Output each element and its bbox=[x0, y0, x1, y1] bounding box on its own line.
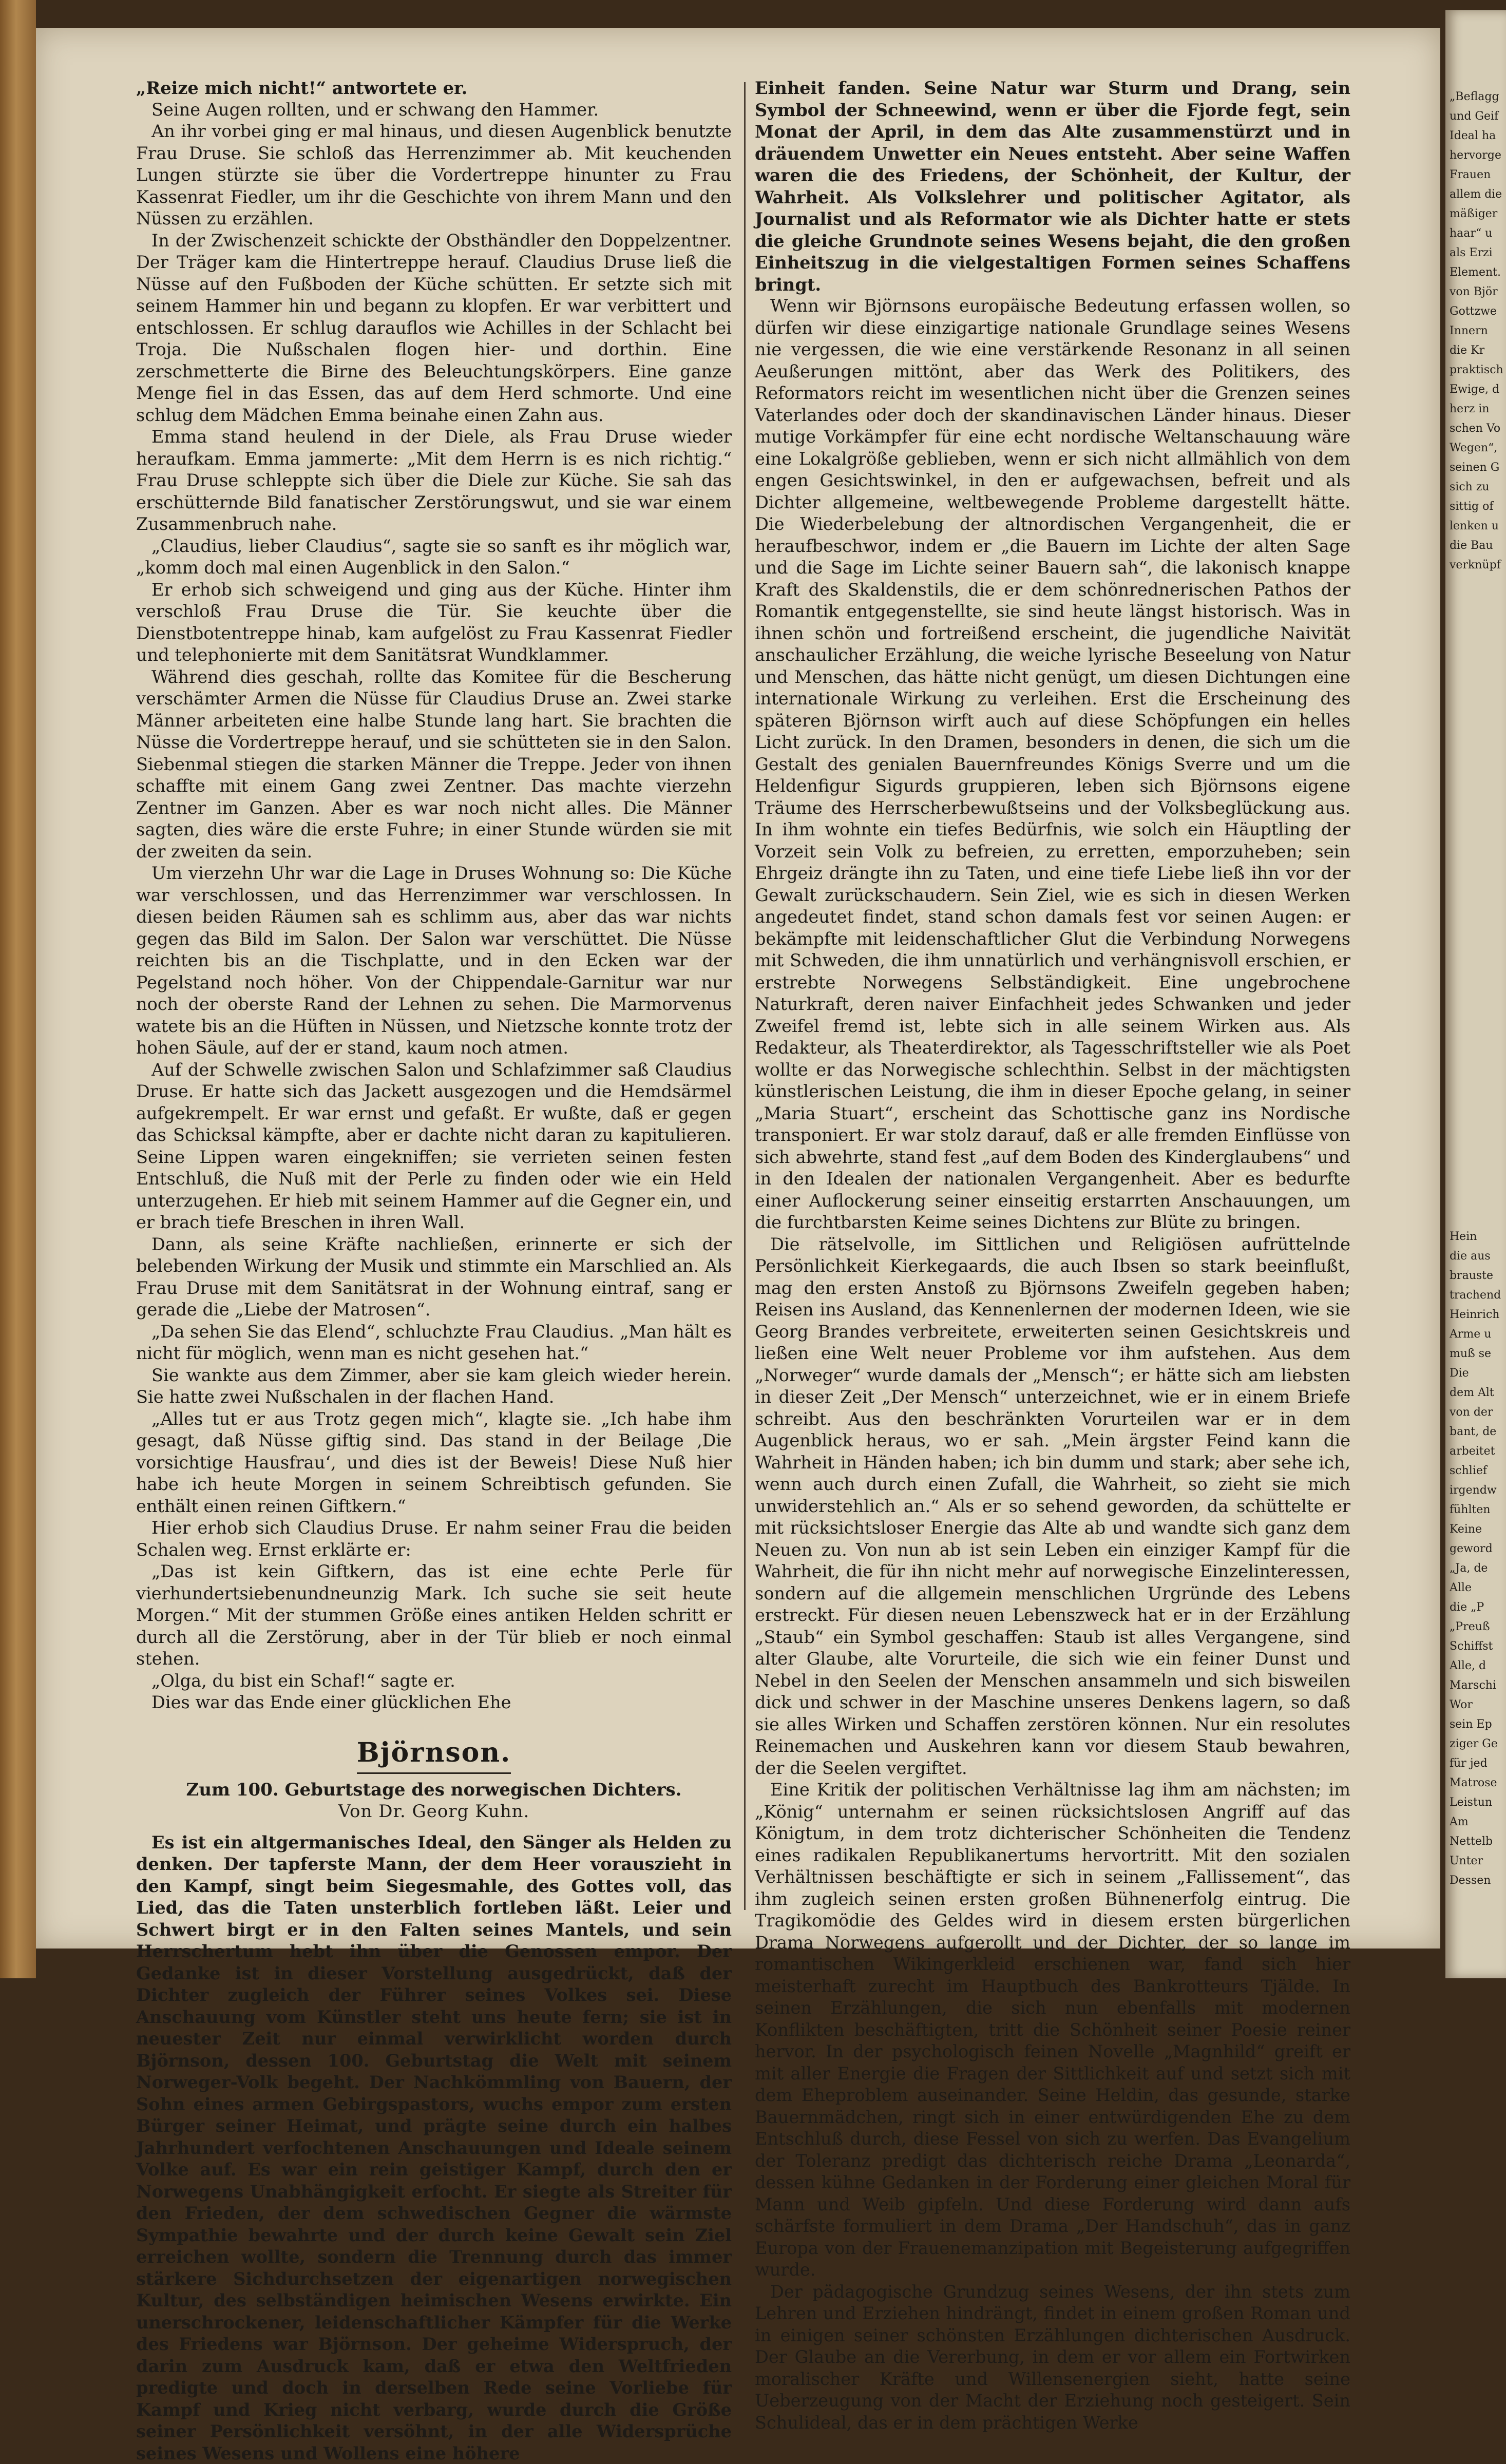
story-paragraph: Hier erhob sich Claudius Druse. Er nahm seiner Frau die beiden Schalen weg. Ernst erklärte er: bbox=[136, 1517, 732, 1561]
article-title: Björnson. bbox=[136, 1737, 732, 1768]
article-paragraph: Wenn wir Björnsons europäische Bedeutung erfassen wollen, so dürfen wir diese einzigartige nationale Grundlage seines Wesens nie vergessen, die wie eine verstärkende Resonanz in all seinen Aeußerungen mittönt, aber das Werk des Politikers, des Reformators reicht im wesentlichen nicht über die Grenzen seines Vaterlandes oder doch der skandinavischen Länder hinaus. Dieser mutige Vorkämpfer für eine echt nordische Weltanschauung wäre eine Lokalgröße geblieben, wenn er sich nicht allmählich von dem engen Gesichtswinkel, in den er aufgewachsen, befreit und als Dichter allgemeine, weltbewegende Probleme dargestellt hätte. Die Wiederbelebung der altnordischen Vergangenheit, die er heraufbeschwor, indem er „die Bauern im Lichte der alten Sage und die Sage im Lichte seiner Bauern sah“, die lakonisch knappe Kraft des Skaldenstils, die er dem schönrednerischen Pathos der Romantik entgegenstellte, sie sind heute längst historisch. Was in ihnen schön und fortreißend erscheint, die jugendliche Naivität anschaulicher Erzählung, die weiche lyrische Beseelung von Natur und Menschen, das hätte nicht genügt, um diesen Dichtungen eine internationale Wirkung zu verleihen. Erst die Erscheinung des späteren Björnson wirft auch auf diese Schöpfungen ein helles Licht zurück. In den Dramen, besonders in denen, die sich um die Gestalt des genialen Bauernfreundes Königs Sverre und um die Heldenfigur Sigurds gruppieren, leben sich Björnsons eigene Träume des Herrscherbewußtseins und der Volksbeglückung aus. In ihm wohnte ein tiefes Bedürfnis, wie solch ein Häuptling der Vorzeit sein Volk zu befreien, zu erretten, emporzuheben; sein Ehrgeiz drängte ihn zu Taten, und eine tiefe Liebe ließ ihn vor der Gewalt zurückschaudern. Sein Ziel, wie es sich in diesen Werken angedeutet findet, stand schon damals fest vor seinen Augen: er bekämpfte mit leidenschaftlicher Glut die Verbindung Norwegens mit Schweden, die ihm unnatürlich und verhängnisvoll erschien, er erstrebte Norwegens Selbständigkeit. Eine ungebrochene Naturkraft, deren naiver Einfachheit jedes Schwanken und jeder Zweifel fremd ist, lebte sich in alle seinem Wirken aus. Als Redakteur, als Theaterdirektor, als Tagesschriftsteller wie als Poet wollte er das Norwegische schlechthin. Selbst in der mächtigsten künstlerischen Leistung, die ihm in dieser Epoche gelang, in seiner „Maria Stuart“, erscheint das Schottische ganz ins Nordische transponiert. Er war stolz darauf, daß er alle fremden Einflüsse von sich abwehrte, stand fest „auf dem Boden des Kinderglaubens“ und in den Idealen der nationalen Vergangenheit. Aber es bedurfte einer Auflockerung seiner einseitig erstarrten Anschauungen, um die furchtbarsten Keime seines Dichtens zur Blüte zu bringen. bbox=[755, 295, 1350, 1234]
next-page-fragment: Leistun bbox=[1450, 1793, 1505, 1812]
story-paragraph: Emma stand heulend in der Diele, als Frau Druse wieder heraufkam. Emma jammerte: „Mit dem Herrn is es nich richtig.“ Frau Druse schleppte sich über die Diele zur Küche. Sie sah das erschütternde Bild fanatischer Zerstörungswut, und sie war einem Zusammenbruch nahe. bbox=[136, 426, 732, 536]
next-page-fragment: allem die bbox=[1450, 185, 1505, 204]
article-paragraph: Es ist ein altgermanisches Ideal, den Sänger als Helden zu denken. Der tapferste Mann, der dem Heer vorauszieht in den Kampf, singt beim Siegesmahle, des Gottes voll, das Lied, das die Taten unsterblich fortleben läßt. Leier und Schwert birgt er in den Falten seines Mantels, und sein Herrschertum hebt ihn über die Genossen empor. Der Gedanke ist in dieser Vorstellung ausgedrückt, daß der Dichter zugleich der Führer seines Volkes sei. Diese Anschauung vom Künstler steht uns heute fern; sie ist in neuester Zeit nur einmal verwirklicht worden durch Björnson, dessen 100. Geburtstag die Welt mit seinem Norweger-Volk begeht. Der Nachkömmling von Bauern, der Sohn eines armen Gebirgspastors, wuchs empor zum ersten Bürger seiner Heimat, und prägte seine durch ein halbes Jahrhundert verfochtenen Anschauungen und Ideale seinem Volke auf. Es war ein rein geistiger Kampf, durch den er Norwegens Unabhängigkeit erfocht. Er siegte als Streiter für den Frieden, der dem schwedischen Gegner die wärmste Sympathie bewahrte und der durch keine Gewalt sein Ziel erreichen wollte, sondern die Trennung durch das immer stärkere Sichdurchsetzen der eigenartigen norwegischen Kultur, des selbständigen heimischen Wesens erwirkte. Ein unerschrockener, leidenschaftlicher Kämpfer für die Werke des Friedens war Björnson. Der geheime Widerspruch, der darin zum Ausdruck kam, daß er etwa den Weltfrieden predigte und doch in derselben Rede seine Vorliebe für Kampf und Krieg nicht verbarg, wurde durch die Größe seiner Persönlichkeit versöhnt, in der alle Widersprüche seines Wesens und Wollens eine höhere bbox=[136, 1831, 732, 2464]
next-page-fragment: Schiffst bbox=[1450, 1637, 1505, 1656]
story-end bbox=[136, 77, 732, 1714]
next-page-fragment: geword bbox=[1450, 1539, 1505, 1559]
next-page-fragment: als Erzi bbox=[1450, 243, 1505, 263]
next-page-fragment: trachend bbox=[1450, 1286, 1505, 1305]
next-page-fragment: Unter bbox=[1450, 1851, 1505, 1871]
story-paragraph: „Da sehen Sie das Elend“, schluchzte Frau Claudius. „Man hält es nicht für möglich, wenn man es nicht gesehen hat.“ bbox=[136, 1321, 732, 1365]
next-page-fragment: „Ja, de bbox=[1450, 1559, 1505, 1578]
next-page-fragment: fühlten bbox=[1450, 1500, 1505, 1520]
next-page-fragment: verknüpf bbox=[1450, 556, 1505, 575]
next-page-fragment: „Preuß bbox=[1450, 1617, 1505, 1637]
next-page-fragment: Frauen bbox=[1450, 165, 1505, 185]
article-paragraph: Die rätselvolle, im Sittlichen und Religiösen aufrüttelnde Persönlichkeit Kierkegaards, die auch Ibsen so stark beeinflußt, mag den ersten Anstoß zu Björnsons Zweifeln gegeben haben; Reisen ins Ausland, das Kennenlernen der modernen Ideen, wie sie Georg Brandes verbreitete, erweiterten seinen Gesichtskreis und ließen eine Welt neuer Probleme vor ihm aufstehen. Aus dem „Norweger“ wurde damals der „Mensch“; er hätte sich am liebsten in dieser Zeit „Der Mensch“ unterzeichnet, wie er in einem Briefe schreibt. Aus den beschränkten Vorurteilen war er in dem Augenblick heraus, wo er sah. „Mein ärgster Feind kann die Wahrheit in Händen haben; ich bin dumm und stark; aber sehe ich, wenn auch durch einen Zufall, die Wahrheit, so zieht sie mich unwiderstehlich an.“ Als er so sehend geworden, da schüttelte er mit rücksichtsloser Energie das Alte ab und wandte sich ganz dem Neuen zu. Von nun ab ist sein Leben ein einziger Kampf für die Wahrheit, die für ihn nicht mehr auf norwegische Einzelinteressen, sondern auf die allgemein menschlichen Urgründe des Lebens erstreckt. Für diesen neuen Lebenszweck hat er in der Erzählung „Staub“ ein Symbol geschaffen: Staub ist alles Vergangene, sind alter Glaube, alte Vorurteile, die sich wie ein feiner Dunst und Nebel in den Seelen der Menschen ansammeln und sich bisweilen dick und schwer in der Maschine unseres Denkens lagern, so daß sie alles Wirken und Schaffen zerstören können. Nur ein resolutes Reinemachen und Auskehren kann vor diesem Staub bewahren, der die Seelen vergiftet. bbox=[755, 1234, 1350, 1780]
next-page-fragment: Marschi bbox=[1450, 1676, 1505, 1695]
story-paragraph: „Alles tut er aus Trotz gegen mich“, klagte sie. „Ich habe ihm gesagt, daß Nüsse giftig sind. Das stand in der Beilage ‚Die vorsichtige Hausfrau‘, und dies ist der Beweis! Diese Nuß hier habe ich heute Morgen in seinem Schreibtisch gefunden. Sie enthält einen reinen Giftkern.“ bbox=[136, 1408, 732, 1518]
next-page-fragment: und Geif bbox=[1450, 107, 1505, 126]
next-page-fragment: muß se bbox=[1450, 1344, 1505, 1364]
next-page-fragment: brauste bbox=[1450, 1266, 1505, 1286]
story-paragraph: „Reize mich nicht!“ antwortete er. bbox=[136, 77, 732, 99]
next-page-middle-fragments bbox=[1450, 1227, 1505, 1890]
next-page-fragment: Keine bbox=[1450, 1520, 1505, 1539]
story-paragraph: Auf der Schwelle zwischen Salon und Schlafzimmer saß Claudius Druse. Er hatte sich das Jackett ausgezogen und die Hemdsärmel aufgekrempelt. Er war ernst und gefaßt. Er wußte, daß er gegen das Schicksal kämpfte, aber er dachte nicht daran zu kapitulieren. Seine Lippen waren eingekniffen; sie verrieten seinen festen Entschluß, die Nuß mit der Perle zu finden oder wie ein Held unterzugehen. Er hieb mit seinem Hammer auf die Gegner ein, und er brach tiefe Breschen in ihren Wall. bbox=[136, 1059, 732, 1234]
next-page-fragment: sich zu bbox=[1450, 477, 1505, 497]
next-page-fragment: Alle bbox=[1450, 1578, 1505, 1598]
next-page-fragment: für jed bbox=[1450, 1754, 1505, 1773]
next-page-fragment: sittig of bbox=[1450, 497, 1505, 517]
story-paragraph: Während dies geschah, rollte das Komitee für die Bescherung verschämter Armen die Nüsse für Claudius Druse an. Zwei starke Männer arbeiteten eine halbe Stunde lang hart. Sie brachten die Nüsse die Vordertreppe herauf, und sie schütteten sie in den Salon. Siebenmal stiegen die starken Männer die Treppe. Jeder von ihnen schaffte mit einem Gang zwei Zentner. Das machte vierzehn Zentner im Ganzen. Aber es war noch nicht alles. Die Männer sagten, dies wäre die erste Fuhre; in einer Stunde würden sie mit der zweiten da sein. bbox=[136, 666, 732, 863]
next-page-fragment: Heinrich bbox=[1450, 1305, 1505, 1325]
story-paragraph: „Das ist kein Giftkern, das ist eine echte Perle für vierhundertsiebenundneunzig Mark. Ich suche sie seit heute Morgen.“ Mit der stummen Größe eines antiken Helden schritt er durch all die Zerstörung, aber in der Tür blieb er noch einmal stehen. bbox=[136, 1561, 732, 1670]
next-page-fragment: Ideal ha bbox=[1450, 126, 1505, 146]
next-page-fragment: mäßiger bbox=[1450, 204, 1505, 224]
next-page-fragment: von der bbox=[1450, 1403, 1505, 1422]
next-page-fragment: Matrose bbox=[1450, 1773, 1505, 1793]
next-page-fragment: schlief bbox=[1450, 1461, 1505, 1481]
story-paragraph: An ihr vorbei ging er mal hinaus, und diesen Augenblick benutzte Frau Druse. Sie schloß das Herrenzimmer ab. Mit keuchenden Lungen stürzte sie über die Vordertreppe hinunter zu Frau Kassenrat Fiedler, um ihr die Geschichte von ihrem Mann und den Nüssen zu erzählen. bbox=[136, 121, 732, 230]
next-page-fragment: Hein bbox=[1450, 1227, 1505, 1247]
next-page-fragment: praktisch bbox=[1450, 360, 1505, 380]
article-subtitle: Zum 100. Geburtstage des norwegischen Dichters. bbox=[136, 1779, 732, 1801]
title-rule bbox=[357, 1772, 511, 1774]
next-page-fragment: Dessen bbox=[1450, 1871, 1505, 1890]
next-page-fragment: ziger Ge bbox=[1450, 1734, 1505, 1754]
story-paragraph: Um vierzehn Uhr war die Lage in Druses Wohnung so: Die Küche war verschlossen, und das Herrenzimmer war verschlossen. In diesen beiden Räumen sah es schlimm aus, aber das war nichts gegen das Bild im Salon. Der Salon war verschüttet. Die Nüsse reichten bis an die Tischplatte, und in den Ecken war der Pegelstand noch höher. Von der Chippendale-Garnitur war nur noch der oberste Rand der Lehnen zu sehen. Die Marmorvenus watete bis an die Hüften in Nüssen, und Nietzsche konnte trotz der hohen Säule, auf der er stand, kaum noch atmen. bbox=[136, 863, 732, 1059]
next-page-fragment: Ewige, d bbox=[1450, 380, 1505, 399]
next-page-edge bbox=[1445, 10, 1506, 1978]
next-page-fragment: die Bau bbox=[1450, 536, 1505, 556]
next-page-fragment: die Kr bbox=[1450, 341, 1505, 360]
story-paragraph: Seine Augen rollten, und er schwang den Hammer. bbox=[136, 99, 732, 121]
next-page-fragment: sein Ep bbox=[1450, 1715, 1505, 1734]
story-paragraph: Sie wankte aus dem Zimmer, aber sie kam gleich wieder herein. Sie hatte zwei Nußschalen in der flachen Hand. bbox=[136, 1365, 732, 1408]
article-paragraph: Eine Kritik der politischen Verhältnisse lag ihm am nächsten; im „König“ unternahm er seinen rücksichtslosen Angriff auf das Königtum, in dem trotz dichterischer Schönheiten die Tendenz eines radikalen Republikanertums hervortritt. Mit den sozialen Verhältnissen beschäftigte er sich in seinem „Fallissement“, das ihm zugleich seinen ersten großen Bühnenerfolg eintrug. Die Tragikomödie des Geldes wird in diesem ersten bürgerlichen Drama Norwegens aufgerollt und der Dichter, der so lange im romantischen Wikingerkleid erschienen war, fand sich hier meisterhaft zurecht im Hauptbuch des Bankrotteurs Tjälde. In seinen Erzählungen, die sich nun ebenfalls mit modernen Konflikten beschäftigten, tritt die Schönheit seiner Poesie reiner hervor. In der psychologisch feinen Novelle „Magnhild“ greift er mit aller Energie die Fragen der Sittlichkeit auf und setzt sich mit dem Eheproblem auseinander. Seine Heldin, das gesunde, starke Bauernmädchen, ringt sich in einer entwürdigenden Ehe zu dem Entschluß durch, diese Fessel von sich zu werfen. Das Evangelium der Toleranz predigt das dichterisch reiche Drama „Leonarda“, dessen kühne Gedanken in der Forderung einer gleichen Moral für Mann und Weib gipfeln. Und diese Forderung wird dann aufs schärfste formuliert in dem Drama „Der Handschuh“, das in ganz Europa von der Frauenemanzipation mit Begeisterung aufgegriffen wurde. bbox=[755, 1779, 1350, 2281]
next-page-fragment: die aus bbox=[1450, 1247, 1505, 1266]
next-page-top-fragments bbox=[1450, 87, 1505, 575]
next-page-fragment: die „P bbox=[1450, 1598, 1505, 1617]
next-page-fragment: Am bbox=[1450, 1812, 1505, 1832]
next-page-fragment: hervorge bbox=[1450, 146, 1505, 165]
next-page-fragment: von Björ bbox=[1450, 282, 1505, 302]
next-page-fragment: „Beflagg bbox=[1450, 87, 1505, 107]
next-page-fragment: bant, de bbox=[1450, 1422, 1505, 1442]
next-page-fragment: Alle, d bbox=[1450, 1656, 1505, 1676]
next-page-fragment: Wor bbox=[1450, 1695, 1505, 1715]
story-paragraph: Dann, als seine Kräfte nachließen, erinnerte er sich der belebenden Wirkung der Musik und stimmte ein Marschlied an. Als Frau Druse mit dem Sanitätsrat in der Wohnung eintraf, sang er gerade die „Liebe der Matrosen“. bbox=[136, 1234, 732, 1321]
next-page-fragment: Gottzwe bbox=[1450, 302, 1505, 321]
next-page-fragment: dem Alt bbox=[1450, 1383, 1505, 1403]
next-page-fragment: arbeitet bbox=[1450, 1442, 1505, 1461]
next-page-fragment: herz in bbox=[1450, 399, 1505, 419]
next-page-fragment: Element. bbox=[1450, 263, 1505, 282]
next-page-fragment: schen Vo bbox=[1450, 419, 1505, 438]
next-page-fragment: irgendw bbox=[1450, 1481, 1505, 1500]
next-page-fragment: lenken u bbox=[1450, 517, 1505, 536]
next-page-fragment: Nettelb bbox=[1450, 1832, 1505, 1851]
next-page-fragment: Die bbox=[1450, 1364, 1505, 1383]
story-paragraph: „Claudius, lieber Claudius“, sagte sie so sanft es ihr möglich war, „komm doch mal einen Augenblick in den Salon.“ bbox=[136, 536, 732, 579]
next-page-fragment: Wegen“, bbox=[1450, 438, 1505, 458]
story-paragraph: „Olga, du bist ein Schaf!“ sagte er. bbox=[136, 1670, 732, 1692]
next-page-fragment: Arme u bbox=[1450, 1325, 1505, 1344]
article-paragraph: Der pädagogische Grundzug seines Wesens, der ihn stets zum Lehren und Erziehen hindrängt, findet in einem großen Roman und in einigen seiner schönsten Erzählungen dichterischen Ausdruck. Der Glaube an die Vererbung, in dem er vor allem ein Fortwirken moralischer Kräfte und Willensenergien sieht, hatte seine Ueberzeugung von der Macht der Erziehung noch gesteigert. Sein Schulideal, das er in dem prächtigen Werke bbox=[755, 2281, 1350, 2434]
column-divider bbox=[744, 82, 746, 1910]
next-page-fragment: haar“ u bbox=[1450, 224, 1505, 243]
right-column bbox=[755, 77, 1350, 2434]
story-paragraph: Dies war das Ende einer glücklichen Ehe bbox=[136, 1692, 732, 1714]
next-page-fragment: seinen G bbox=[1450, 458, 1505, 477]
story-paragraph: In der Zwischenzeit schickte der Obsthändler den Doppelzentner. Der Träger kam die Hintertreppe herauf. Claudius Druse ließ die Nüsse auf den Fußboden der Küche schütten. Er setzte sich mit seinem Hammer hin und begann zu klopfen. Er war verbittert und entschlossen. Er schlug darauflos wie Achilles in der Schlacht bei Troja. Die Nußschalen flogen hier- und dorthin. Eine zerschmetterte die Birne des Beleuchtungskörpers. Eine ganze Menge fiel in das Essen, das auf dem Herd schmorte. Und eine schlug dem Mädchen Emma beinahe einen Zahn aus. bbox=[136, 230, 732, 427]
article-author: Von Dr. Georg Kuhn. bbox=[136, 1801, 732, 1822]
story-paragraph: Er erhob sich schweigend und ging aus der Küche. Hinter ihm verschloß Frau Druse die Tür. Sie keuchte über die Dienstbotentreppe hinab, kam aufgelöst zu Frau Kassenrat Fiedler und telephonierte mit dem Sanitätsrat Wundklammer. bbox=[136, 579, 732, 666]
next-page-fragment: Innern bbox=[1450, 321, 1505, 341]
book-spine-left bbox=[0, 0, 36, 1978]
article-paragraph: Einheit fanden. Seine Natur war Sturm und Drang, sein Symbol der Schneewind, wenn er über die Fjorde fegt, sein Monat der April, in dem das Alte zusammenstürzt und in dräuendem Unwetter ein Neues entsteht. Aber seine Waffen waren die des Friedens, der Schönheit, der Kultur, der Wahrheit. Als Volkslehrer und politischer Agitator, als Journalist und als Reformator wie als Dichter hatte er stets die gleiche Grundnote seines Wesens bejaht, die den großen Einheitszug in die vielgestaltigen Formen seines Schaffens bringt. bbox=[755, 77, 1350, 295]
left-column bbox=[136, 77, 732, 2464]
